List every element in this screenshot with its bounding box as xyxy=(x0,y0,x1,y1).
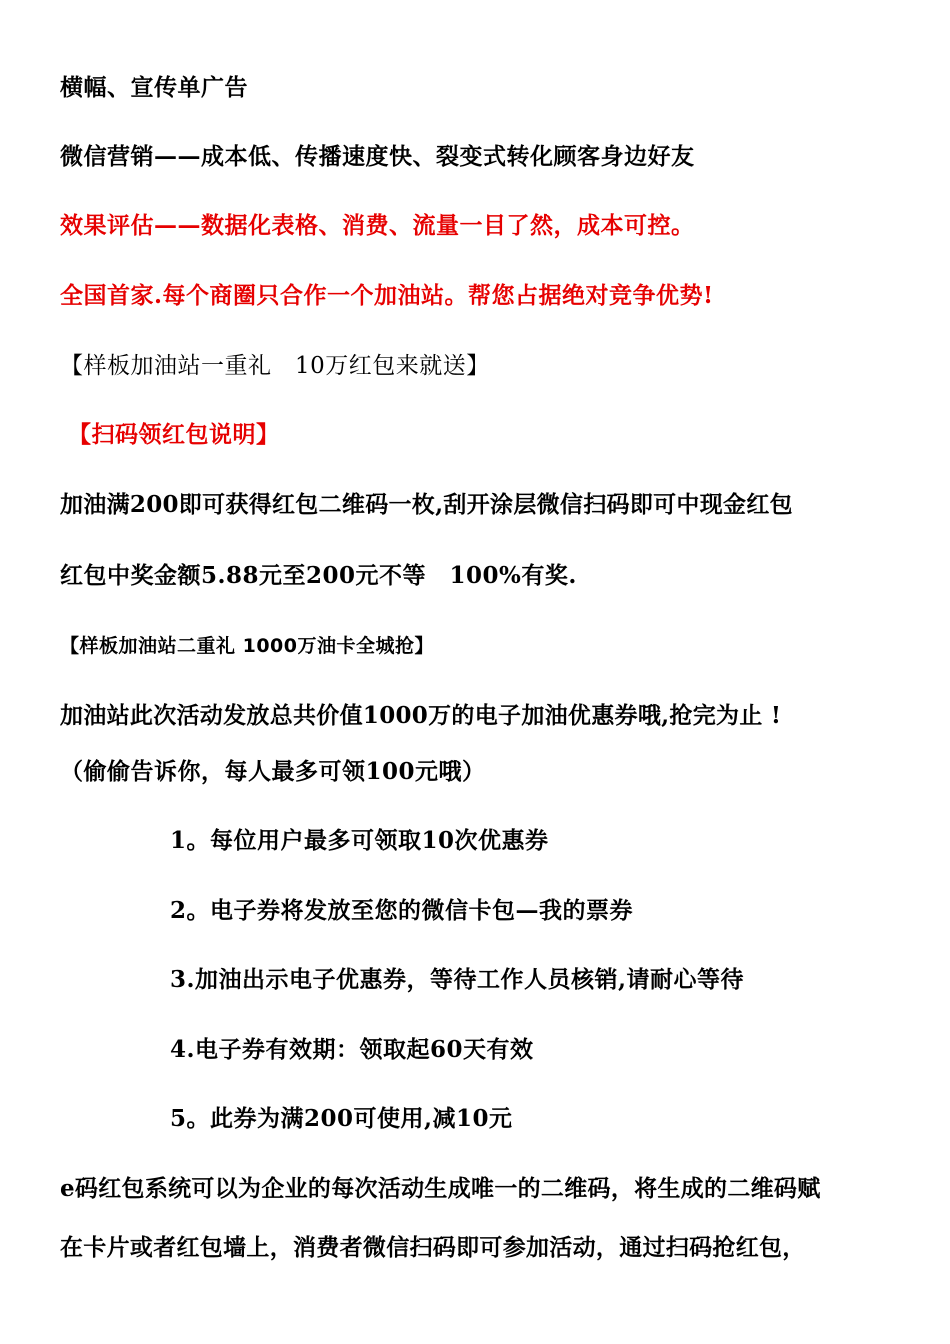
paragraph-ecode-system: e码红包系统可以为企业的每次活动生成唯一的二维码，将生成的二维码赋 xyxy=(60,1175,821,1202)
paragraph-red-packet-qr: 加油满200即可获得红包二维码一枚,刮开涂层微信扫码即可中现金红包 xyxy=(60,491,793,518)
list-item-rule-4: 4.电子券有效期：领取起60天有效 xyxy=(170,1036,534,1063)
paragraph-coupon-total: 加油站此次活动发放总共价值1000万的电子加油优惠券哦,抢完为止 ! xyxy=(60,702,782,729)
paragraph-per-person-limit: （偷偷告诉你，每人最多可领100元哦） xyxy=(60,758,486,785)
paragraph-prize-amount: 红包中奖金额5.88元至200元不等 100%有奖. xyxy=(60,562,577,589)
paragraph-banner-flyer-ads: 横幅、宣传单广告 xyxy=(60,74,248,101)
list-item-rule-2: 2。电子券将发放至您的微信卡包—我的票券 xyxy=(170,897,634,924)
paragraph-ecode-system-cont: 在卡片或者红包墙上，消费者微信扫码即可参加活动，通过扫码抢红包， xyxy=(60,1234,806,1261)
heading-first-gift: 【样板加油站一重礼 10万红包来就送】 xyxy=(60,353,490,379)
list-item-rule-1: 1。每位用户最多可领取10次优惠券 xyxy=(170,827,549,854)
heading-second-gift: 【样板加油站二重礼 1000万油卡全城抢】 xyxy=(60,635,434,657)
paragraph-effect-evaluation: 效果评估——数据化表格、消费、流量一目了然，成本可控。 xyxy=(60,212,695,239)
heading-scan-red-packet: 【扫码领红包说明】 xyxy=(68,421,280,448)
list-item-rule-3: 3.加油出示电子优惠券，等待工作人员核销,请耐心等待 xyxy=(170,966,745,993)
list-item-rule-5: 5。此券为满200可使用,减10元 xyxy=(170,1105,513,1132)
paragraph-wechat-marketing: 微信营销——成本低、传播速度快、裂变式转化顾客身边好友 xyxy=(60,143,695,170)
paragraph-exclusive-partnership: 全国首家.每个商圈只合作一个加油站。帮您占据绝对竞争优势! xyxy=(60,282,714,309)
